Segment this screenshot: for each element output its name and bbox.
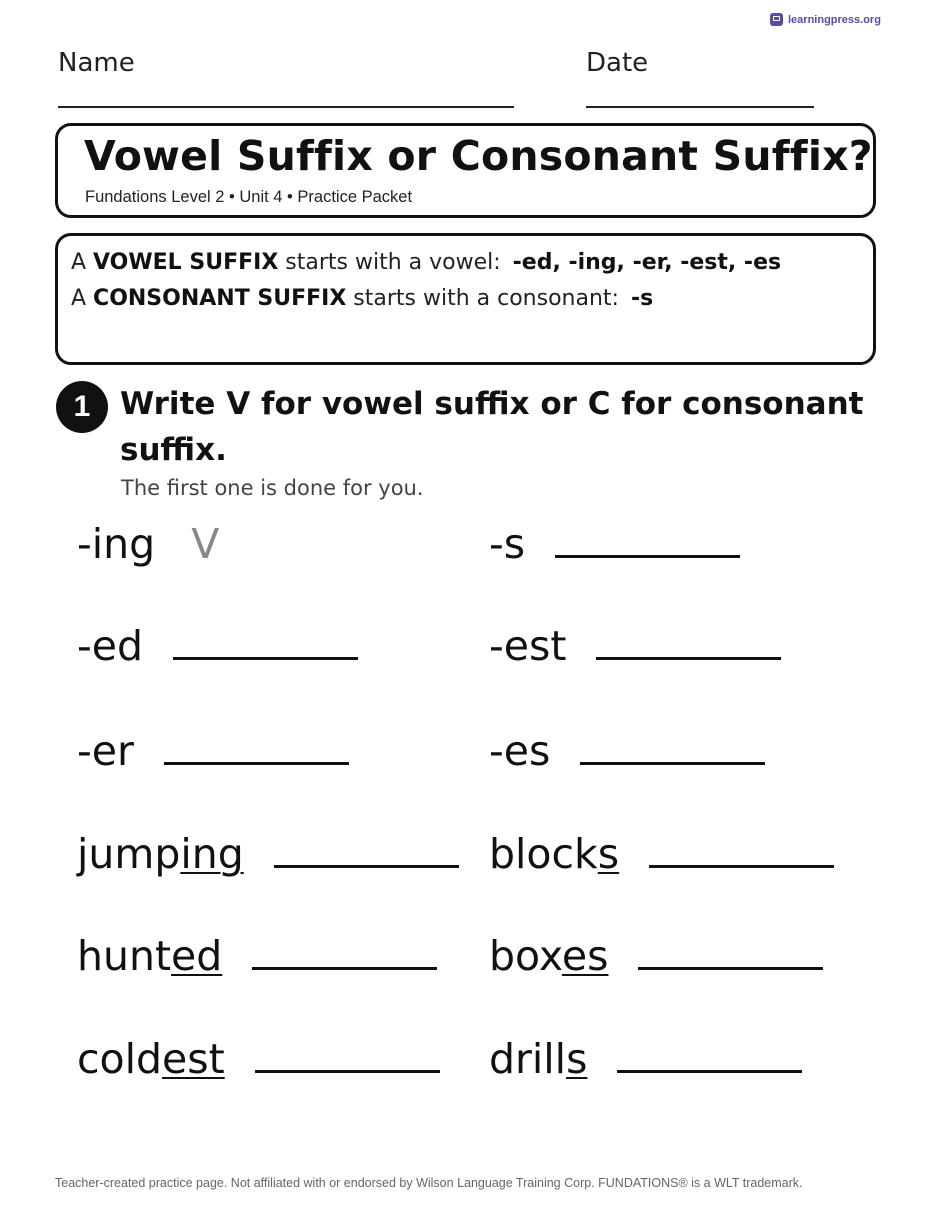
item-drills [489,1035,802,1083]
item-word [489,520,525,568]
item-word-base: drill [489,1035,567,1083]
item-ed [77,622,358,670]
answer-blank[interactable] [638,941,823,970]
item-coldest [77,1035,440,1083]
item-word-base: hunt [77,932,172,980]
vowel-rule [71,245,861,281]
answer-blank[interactable] [649,839,834,868]
item-hunted [77,932,437,980]
item-word [77,1035,225,1083]
consonant-rule [71,281,861,317]
brand-logo [770,13,881,26]
vowel-rule-term: VOWEL SUFFIX [93,250,279,275]
item-word-suffix: ing [180,830,244,878]
item-blocks [489,830,834,878]
item-word [489,622,566,670]
item-boxes [489,932,823,980]
consonant-rule-text: starts with a consonant: [346,286,619,311]
consonant-rule-prefix: A [71,286,94,311]
step-hint: The first one is done for you. [121,476,424,500]
step-instruction: Write V for vowel suffix or C for consonant suffix. [120,386,864,468]
item-word [77,727,134,775]
item-word [489,830,619,878]
item-er [77,727,349,775]
answer-blank[interactable] [255,1044,440,1073]
answer-blank[interactable] [555,529,740,558]
item-word-base: block [489,830,598,878]
consonant-rule-term: CONSONANT SUFFIX [93,286,347,311]
answer-blank[interactable] [596,631,781,660]
brand-label: learningpress.org [788,13,881,26]
rule-box [55,233,876,365]
item-word-base: -er [77,727,134,775]
item-s [489,520,740,568]
name-label: Name [58,48,135,78]
vowel-rule-prefix: A [71,250,94,275]
name-line [58,106,514,108]
item-word-base: -ing [77,520,156,568]
item-jumping [77,830,459,878]
item-word [489,727,550,775]
item-word-base: -es [489,727,551,775]
answer-blank[interactable] [164,736,349,765]
item-word [77,622,143,670]
item-word [489,1035,587,1083]
item-word-suffix: est [162,1035,225,1083]
item-word [77,520,155,568]
item-word-base: -est [489,622,567,670]
item-word-suffix: s [566,1035,588,1083]
item-word-base: jump [77,830,181,878]
page-title: Vowel Suffix or Consonant Suffix? [84,132,873,180]
item-word-base: box [489,932,562,980]
item-word-base: cold [77,1035,163,1083]
item-est [489,622,781,670]
date-label: Date [586,48,649,78]
answer-blank[interactable] [580,736,765,765]
item-word-base: -ed [77,622,144,670]
vowel-rule-text: starts with a vowel: [278,250,501,275]
item-word-base: -s [489,520,526,568]
item-word [77,932,222,980]
item-word-suffix: s [597,830,620,878]
vowel-suffix-list: -ed, -ing, -er, -est, -es [512,250,782,275]
item-ing [77,520,219,568]
item-word [77,830,244,878]
footer-disclaimer: Teacher-created practice page. Not affiliated with or endorsed by Wilson Language Training Corp. FUNDATIONS® is a WLT trademark. [55,1176,803,1190]
answer-blank[interactable] [252,941,437,970]
item-word-suffix: es [561,932,609,980]
item-es [489,727,765,775]
date-line [586,106,814,108]
answer-blank[interactable] [617,1044,802,1073]
item-word [489,932,608,980]
answer-blank[interactable] [274,839,459,868]
answer-blank[interactable] [173,631,358,660]
item-answer: V [191,520,220,568]
title-box [55,123,876,218]
step-number: 1 [56,381,108,433]
item-word-suffix: ed [171,932,223,980]
consonant-suffix-list: -s [630,286,654,311]
monitor-icon [770,13,783,26]
page-subtitle: Fundations Level 2 • Unit 4 • Practice Packet [85,188,413,206]
